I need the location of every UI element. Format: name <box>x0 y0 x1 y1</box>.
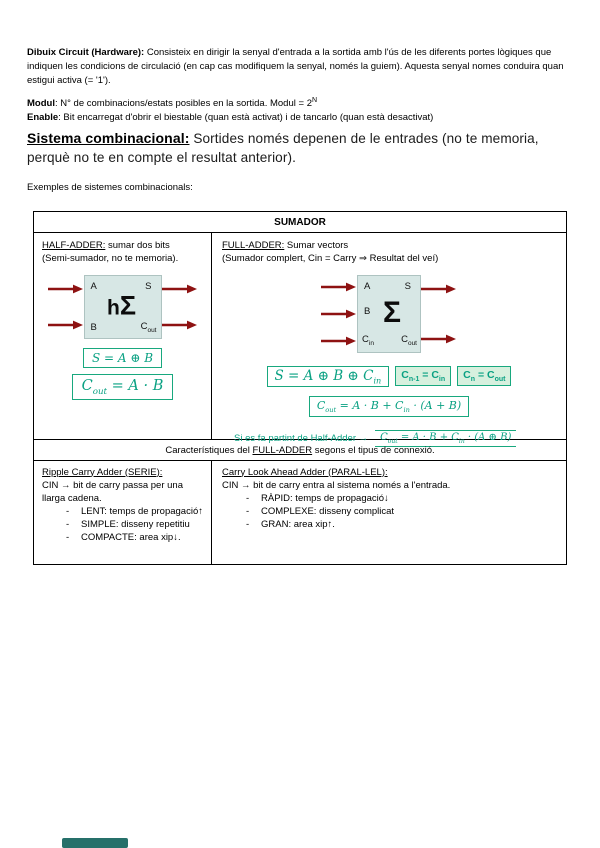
pin-s: S <box>404 280 411 292</box>
pin-s: S <box>145 280 152 292</box>
full-adder-title <box>222 239 556 252</box>
list-item-text: SIMPLE: disseny repetitiu <box>81 518 190 530</box>
list-item-text: LENT: temps de propagació↑ <box>81 505 203 517</box>
modul-line <box>27 94 574 111</box>
signal-arrow-icon <box>48 284 84 294</box>
signal-arrow-icon <box>321 282 357 292</box>
list-item <box>42 505 203 518</box>
page-content <box>27 46 574 565</box>
half-adder-sum-formula: S = A ⊕ B <box>83 348 162 368</box>
sistema-combinacional-text: Sortides només depenen de le entrades (no te memoria, perquè no te en compte el resultat anterior). <box>27 131 539 166</box>
half-adder-output-arrows <box>162 275 198 339</box>
sistema-combinacional-term: Sistema combinacional: <box>27 130 190 147</box>
signal-arrow-icon <box>321 336 357 346</box>
pin-cin: $C_{in}$ <box>362 333 374 347</box>
bullet-dash: - <box>66 531 70 543</box>
carry-n-box: $C_n = C_{out}$ <box>457 366 511 386</box>
intro-paragraph-lead: Dibuix Circuit (Hardware): <box>27 47 147 58</box>
pin-b: B <box>90 321 97 333</box>
full-adder-cout-formula: $C_{out} = A \cdot B + C_{in} \cdot (A + B)$ <box>309 396 469 417</box>
full-adder-subtitle: (Sumador complert, Cin = Carry ⇒ Resultat del veí) <box>222 252 439 264</box>
full-adder-block <box>357 275 421 353</box>
connection-types-row <box>34 461 566 564</box>
ripple-carry-body: CIN → bit de carry passa per una llarga cadena. <box>42 479 183 504</box>
half-symbol-h: h <box>106 295 120 319</box>
full-adder-diagram <box>222 275 556 353</box>
bullet-dash: - <box>246 505 250 517</box>
half-adder-cell <box>34 233 212 439</box>
signal-arrow-icon <box>162 284 198 294</box>
enable-line <box>27 111 574 124</box>
carry-n1-box: $C_{n-1} = C_{in}$ <box>395 366 451 386</box>
full-adder-input-arrows <box>321 275 357 353</box>
signal-arrow-icon <box>48 320 84 330</box>
pin-b: B <box>364 305 371 317</box>
list-item <box>222 518 556 531</box>
enable-definition: : Bit encarregat d'obrir el biestable (quan està activat) i de tancarlo (quan està desactivat) <box>58 111 434 123</box>
sumador-table <box>33 211 567 565</box>
pin-cout: $C_{out}$ <box>401 333 417 347</box>
bullet-dash: - <box>66 505 70 517</box>
half-adder-note-text: Si es fa partint de Half-Adder → <box>234 433 369 445</box>
full-adder-title-rest: Sumar vectors <box>284 239 349 251</box>
signal-arrow-icon <box>421 284 457 294</box>
intro-paragraph-text: Consisteix en dirigir la senyal d'entrada a la sortida amb l'ús de les diferents portes lògiques que indiquen les condicions de circulació (en cap cas modifiquem la senyal, només la guiem). Aquesta senyal nomes conduira quan estigui activa (= '1'). <box>27 47 564 86</box>
full-adder-term: FULL-ADDER: <box>222 239 285 251</box>
half-adder-title <box>42 239 203 252</box>
half-adder-title-rest: sumar dos bits <box>105 239 170 251</box>
ripple-carry-title: Ripple Carry Adder (SERIE): <box>42 466 163 478</box>
adders-row <box>34 233 566 446</box>
list-item-text: RÀPID: temps de propagació↓ <box>261 492 389 504</box>
bullet-dash: - <box>246 492 250 504</box>
carry-look-ahead-body: CIN → bit de carry entra al sistema només a l'entrada. <box>222 479 451 491</box>
characteristics-term: FULL-ADDER <box>252 444 313 456</box>
signal-arrow-icon <box>321 309 357 319</box>
bullet-dash: - <box>246 518 250 530</box>
half-adder-symbol <box>85 290 159 321</box>
characteristics-pre: Característiques del <box>165 444 253 456</box>
half-adder-cout-formula: $C_{out} = A \cdot B$ <box>72 374 174 401</box>
carry-look-ahead-cell <box>212 461 566 564</box>
modul-term: Modul <box>27 98 55 110</box>
signal-arrow-icon <box>162 320 198 330</box>
intro-paragraph <box>27 46 574 87</box>
ripple-carry-cell <box>34 461 212 564</box>
list-item-text: COMPACTE: area xip↓. <box>81 531 181 543</box>
half-adder-input-arrows <box>48 275 84 339</box>
pin-a: A <box>364 280 371 292</box>
half-adder-subtitle: (Semi-sumador, no te memoria). <box>42 252 179 264</box>
table-header-sumador: SUMADOR <box>34 212 566 233</box>
list-item <box>222 505 556 518</box>
full-adder-cout-wrap <box>222 387 556 417</box>
list-item <box>222 492 556 505</box>
half-adder-term: HALF-ADDER: <box>42 239 106 251</box>
full-adder-sum-formula: S = A ⊕ B ⊕ $C_{in}$ <box>267 366 390 388</box>
characteristics-post: segons el tipus de connexió. <box>312 444 435 456</box>
full-adder-cell <box>212 233 566 446</box>
modul-definition: : N° de combinacions/estats posibles en la sortida. Modul = 2 <box>54 98 312 110</box>
pin-a: A <box>90 280 97 292</box>
half-adder-diagram <box>42 275 203 339</box>
modul-exponent: N <box>311 97 318 105</box>
list-item-text: COMPLEXE: disseny complicat <box>261 505 395 517</box>
sistema-combinacional-heading <box>27 129 574 168</box>
carry-look-ahead-title: Carry Look Ahead Adder (PARAL-LEL): <box>222 466 388 478</box>
list-item <box>42 531 203 544</box>
next-page-fragment <box>62 838 128 848</box>
enable-term: Enable <box>27 111 59 123</box>
half-adder-formulas <box>42 339 203 401</box>
exemples-line: Exemples de sistemes combinacionals: <box>27 181 193 193</box>
half-symbol-sigma: Σ <box>119 289 137 320</box>
list-item-text: GRAN: area xip↑. <box>261 518 335 530</box>
signal-arrow-icon <box>421 334 457 344</box>
full-adder-formula-row <box>222 366 556 388</box>
pin-cout: $C_{out}$ <box>140 320 157 334</box>
half-adder-block <box>84 275 162 339</box>
full-adder-symbol: Σ <box>383 295 402 329</box>
list-item <box>42 518 203 531</box>
bullet-dash: - <box>66 518 70 530</box>
half-adder-note-formula: $C_{out} = A \cdot B + C_{in} \cdot (A$ ⊕ B) <box>375 430 516 447</box>
full-adder-output-arrows <box>421 275 457 353</box>
